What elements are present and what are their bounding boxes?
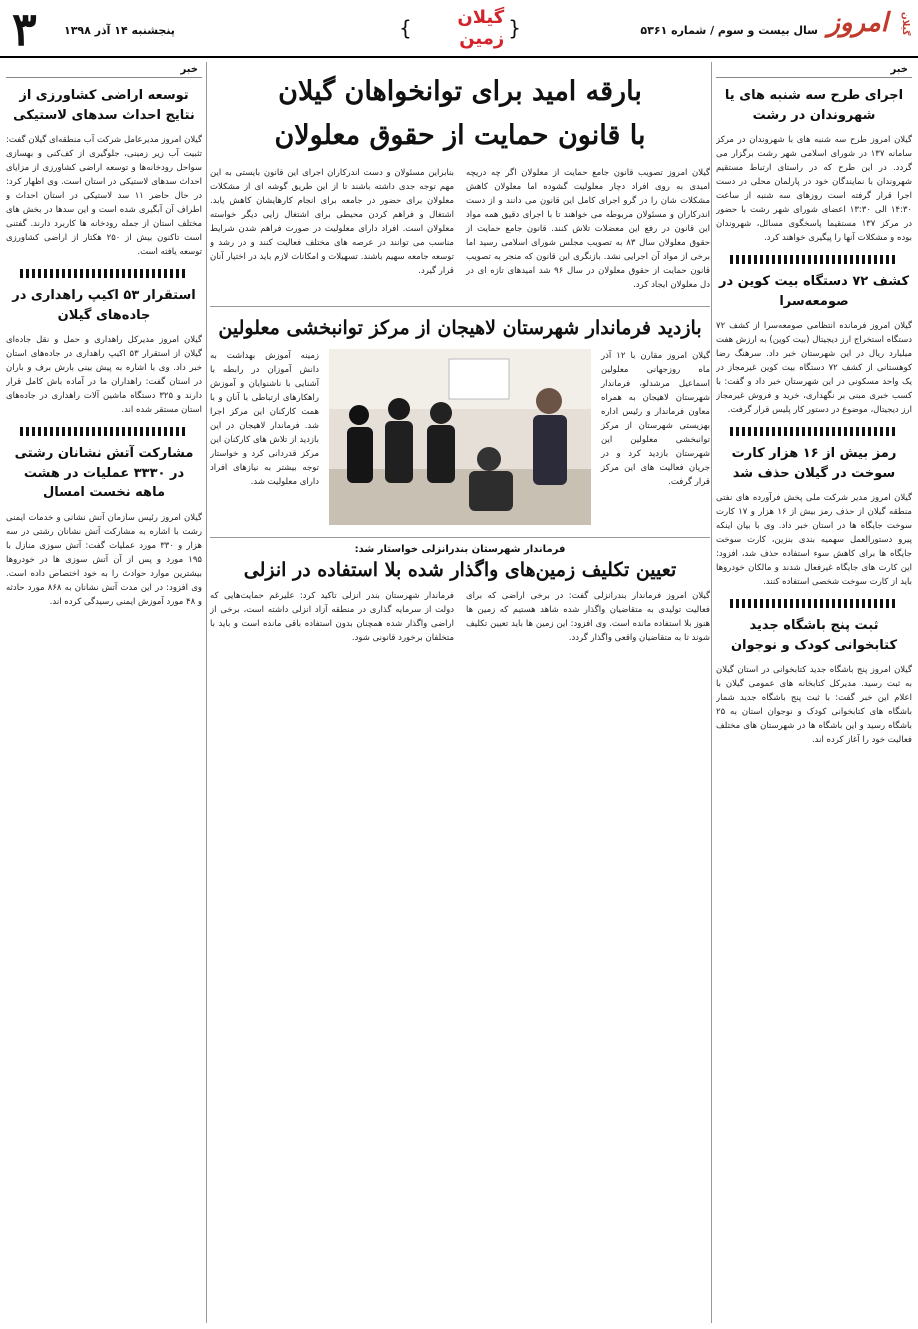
news-title: ثبت پنج باشگاه جدید کتابخوانی کودک و نوجوان [730,618,898,653]
separator [20,269,188,278]
land-headline: تعیین تکلیف زمین‌های واگذار شده بلا استفاده در انزلی [243,559,677,581]
main-story-text-right: گیلان امروز تصویب قانون جامع حمایت از معلولان اگر چه دریچه امیدی به روی افراد دچار معلولیت گشوده اما معلولان کاهش مشکلات شان را در گرو اجرای کامل این قانون می دانند و از دست اندرکاران و مسئولان مربوطه می خواهند تا با اجرای دقیق همه مواد این قانون در رفع این معضلات تلاش کنند. قانون جامع حمایت از حقوق معلولان سال ۸۳ به تصویب مجلس شورای اسلامی رسید اما برخی از مواد آن اجرایی نشد. بازنگری این قانون که منجر به تصویب قانون حمایت از حقوق معلولان در سال ۹۶ شد امیدهای تازه ای در دل معلولان ایجاد کرد. [466,168,710,290]
visit-story [210,306,710,525]
separator [730,255,898,264]
separator [730,599,898,608]
news-item [6,86,202,259]
visit-headline: بازدید فرماندار شهرستان لاهیجان از مرکز توانبخشی معلولین [210,306,710,339]
visit-text-right: گیلان امروز مقارن با ۱۲ آذر ماه روزجهانی معلولین اسماعیل مرشدلو، فرماندار شهرستان لاهیجان به همراه معاون فرماندار و رئیس اداره بهزیستی شهرستان از مرکز توانبخشی معلولین این شهرستان بازدید کرد و در جریان فعالیت های این مرکز قرار گرفت. [601,351,710,487]
news-title: اجرای طرح سه شنبه های یا شهروندان در رشت [724,88,904,123]
main-headline [210,70,710,158]
news-body: گیلان امروز مدیر شرکت ملی پخش فرآورده های نفتی منطقه گیلان از حذف رمز بیش از ۱۶ هزار و ۱۷ کارت سوخت جایگاه ها در استان خبر داد. وی با بیان اینکه پیرو دستورالعمل سهمیه بندی بنزین، کارت سوخت جایگاه ها برای کاهش سوء استفاده حذف شد، افزود: این کارت های جایگاه غیرفعال شدند و مالکان خودروها باید از کارت سوخت شخصی استفاده کنند. [716,493,912,587]
section-title-text: گیلان زمین [457,7,505,49]
land-kicker: فرماندار شهرستان بندرانزلی خواستار شد: [210,537,710,555]
news-item [6,444,202,609]
main-story-text-left: بنابراین مسئولان و دست اندرکاران اجرای این قانون بایستی به این مهم توجه جدی داشته باشند تا از این طریق گوشه ای از مشکلات معلولان برای حضور در جامعه برای انجام کارهایشان کاهش یابد. اشتغال و فراهم کردن محیطی برای اشتغال زایی دیگر خواسته معلولان است. افراد دارای معلولیت در صورت فراهم شدن شرایط مناسب می توانند در عرصه های مختلف فعالیت کنند و در رشد و توسعه جامعه سهیم باشند. تسهیلات و امکانات لازم باید در اختیار آنان قرار گیرد. [210,168,454,276]
newspaper-logo [826,8,910,50]
logo-main-text: امروز [827,8,888,38]
news-title: رمز بیش از ۱۶ هزار کارت سوخت در گیلان حذف شد [731,446,897,481]
visit-text-left: زمینه آموزش بهداشت به دانش آموزان در رابطه با آشنایی با ناشنوایان و آموزش راهکارهای ارتباطی با آنان و با همت کارکنان این مرکز اجرا شد. فرماندار لاهیجان در این بازدید از تلاش های کارکنان این مرکز قدردانی کرد و خواستار توجه بیشتر به نیازهای افراد دارای معلولیت شد. [210,351,319,487]
section-title [395,7,525,49]
news-body: گیلان امروز طرح سه شنبه های با شهروندان در مرکز سامانه ۱۳۷ در شورای اسلامی شهر رشت برگزار می گردد. در این طرح که در راستای ارتباط مستقیم شهروندان با نمایندگان خود در پارلمان محلی در دست اجرا قرار گرفته است روزهای سه شنبه از ساعت ۱۴:۳۰ الی ۱۳:۳۰ اعضای شورای شهر رشت با حضور در مرکز ۱۳۷ مستقیما پاسخگوی مسائل، شهروندان بوده و مشکلات آنها را پیگیری خواهند کرد. [716,135,912,243]
land-text-right: گیلان امروز فرماندار بندرانزلی گفت: در برخی اراضی که برای فعالیت تولیدی به متقاضیان واگذار شده شاهد هستیم که زمین ها هنوز بلا استفاده مانده است. وی افزود: این زمین ها باید تعیین تکلیف شوند تا به متقاضیان واقعی واگذار گردد. [466,591,710,643]
issue-date: پنجشنبه ۱۴ آذر ۱۳۹۸ [64,24,175,37]
news-title: مشارکت آتش نشانان رشتی در ۳۳۳۰ عملیات در هشت ماهه نخست امسال [14,446,194,500]
issue-number: سال بیست و سوم / شماره ۵۳۶۱ [640,24,818,37]
separator [730,427,898,436]
land-text-left: فرماندار شهرستان بندر انزلی تاکید کرد: علیرغم حمایت‌هایی که دولت از سرمایه گذاری در منطقه آزاد انزلی داشته است، برخی از اراضی واگذار شده همچنان بدون استفاده باقی مانده است و باید با متخلفان برخورد قانونی شود. [210,591,454,643]
visit-story-body [210,349,710,525]
column-tag: خبر [716,62,912,78]
headline-line-2: با قانون حمایت از حقوق معلولان [274,120,646,151]
brace-right-icon: { [508,16,521,40]
right-news-column [716,62,912,747]
news-item [716,444,912,589]
news-body: گیلان امروز مدیرعامل شرکت آب منطقه‌ای گیلان گفت: تثبیت آب زیر زمینی، جلوگیری از کف‌کنی و بهسازی سواحل رودخانه‌ها و توسعه اراضی کشاورزی از مزایای احداث سدهای لاستیکی در استان است. وی اظهار کرد: در حال حاضر ۱۱ سد لاستیکی در استان احداث و اطراف آن آبگیری شده است و این سدها در بخش های مختلف استان از جمله رودخانه ها کاربرد دارند. گفتنی است تاکنون بیش از ۲۵۰ هکتار از اراضی کشاورزی توسعه یافته است. [6,135,202,257]
main-content [210,62,710,645]
news-item [6,286,202,417]
logo-side-text: گیلان [900,12,910,36]
column-divider-right [711,62,712,1323]
photo-illustration [329,349,591,525]
news-body: گیلان امروز فرمانده انتظامی صومعه‌سرا از کشف ۷۲ دستگاه استخراج ارز دیجیتال (بیت کوین) به ارزش هفت میلیارد ریال در این شهرستان خبر داد. سرهنگ رضا کوهستانی از کشف ۷۲ دستگاه بیت کوین غیرمجاز در یک واحد مسکونی در این شهرستان خبر داد و گفت: با کسب خبری مبنی بر نگهداری، خرید و فروش غیرمجاز ارز دیجیتال، موضوع در دستور کار پلیس قرار گرفت. [716,321,912,415]
main-story [210,70,710,292]
news-title: استقرار ۵۳ اکیپ راهداری در جاده‌های گیلان [12,288,196,323]
brace-left-icon: } [399,16,412,40]
news-photo [329,349,591,525]
column-tag: خبر [6,62,202,78]
left-news-column [6,62,202,609]
main-story-body [210,166,710,292]
headline-line-1: بارقه امید برای توانخواهان گیلان [278,76,642,107]
page-number: ۳ [12,2,37,56]
news-body: گیلان امروز رئیس سازمان آتش نشانی و خدمات ایمنی رشت با اشاره به مشارکت آتش نشانان رشتی در سه هزار و ۳۳۰ مورد عملیات گفت: آتش سوزی منازل با ۱۹۵ مورد و پس از آن آتش سوزی ها در خودروها بیشترین موارد حوادث را به خود اختصاص داده است. وی افزود: در این مدت آتش نشانان به ۸۶۸ مورد حادثه و ۴۸ مورد آموزش ایمنی رسیدگی کرده اند. [6,512,202,607]
news-title: کشف ۷۲ دستگاه بیت کوین در صومعه‌سرا [718,274,910,309]
news-body: گیلان امروز مدیرکل راهداری و حمل و نقل جاده‌ای گیلان از استقرار ۵۳ اکیپ راهداری در جاده‌های استان خبر داد. وی با اشاره به پیش بینی بارش برف و باران در استان گفت: راهداران ما در آماده باش کامل قرار دارند و ۳۲۵ دستگاه ماشین آلات راهداری در جاده‌های استان مستقر شده اند. [6,335,202,415]
news-item [716,272,912,417]
news-item [716,86,912,245]
separator [20,427,188,436]
news-title: توسعه اراضی کشاورزی از نتایج احداث سدهای لاستیکی [13,88,195,123]
land-story [210,537,710,645]
column-divider-left [206,62,207,1323]
news-body: گیلان امروز پنج باشگاه جدید کتابخوانی در استان گیلان به ثبت رسید. مدیرکل کتابخانه های عمومی گیلان با اعلام این خبر گفت: با ثبت پنج باشگاه جدید شمار باشگاه های کتابخوانی کودک و نوجوان استان به ۲۵ باشگاه رسید و این باشگاه ها در شهرستان های مختلف فعالیت خود را آغاز کرده اند. [716,665,912,745]
masthead [0,0,918,58]
news-item [716,616,912,747]
land-story-body [210,589,710,645]
